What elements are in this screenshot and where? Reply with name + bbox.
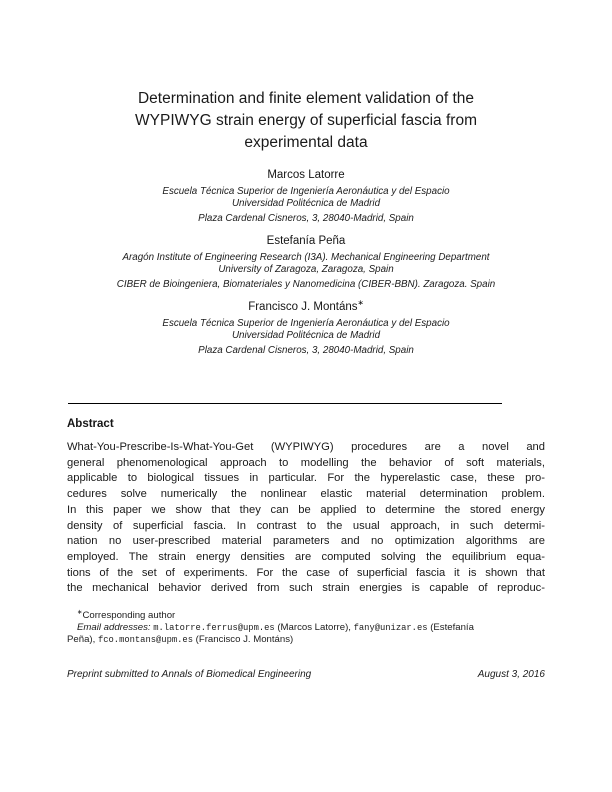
affiliation-line: University of Zaragoza, Zaragoza, Spain xyxy=(218,263,394,275)
abstract-line: general phenomenological approach to modelling the behavior of soft materials, xyxy=(67,456,545,469)
email-owner: (Marcos Latorre), xyxy=(277,621,351,633)
email-owner: Peña), xyxy=(67,634,96,646)
author-name-text: Francisco J. Montáns xyxy=(248,301,358,313)
affiliation-line: Aragón Institute of Engineering Research (I3A). Mechanical Engineering Department xyxy=(122,252,490,263)
abstract-line: In this paper we show that they can be applied to determine the stored energy xyxy=(67,503,545,516)
email-addresses-line xyxy=(67,622,545,635)
email-label: Email addresses: xyxy=(77,621,151,633)
affiliation-line: Universidad Politécnica de Madrid xyxy=(231,329,381,341)
abstract-line: density of superficial fascia. In contrast to the usual approach, in such determi- xyxy=(67,519,545,532)
affiliation-line: Universidad Politécnica de Madrid xyxy=(231,197,381,209)
paper-title-line: WYPIWYG strain energy of superficial fascia from xyxy=(135,112,477,129)
page-footer xyxy=(67,669,545,680)
abstract-divider-rule xyxy=(68,403,502,404)
author-name xyxy=(40,300,572,315)
email-owner: (Francisco J. Montáns) xyxy=(195,634,294,646)
author-name xyxy=(40,168,572,183)
author-marker: ∗ xyxy=(357,298,364,308)
footnote-block xyxy=(67,610,545,647)
affiliation-address: Plaza Cardenal Cisneros, 3, 28040-Madrid, Spain xyxy=(198,212,414,224)
email-addresses-line xyxy=(67,634,545,647)
paper-title-line: Determination and finite element validation of the xyxy=(137,90,475,107)
corresponding-author-note: ∗Corresponding author xyxy=(77,608,176,621)
author-block-montans xyxy=(40,300,572,356)
author-name-text: Marcos Latorre xyxy=(267,169,345,181)
email-owner: (Estefanía xyxy=(430,621,474,633)
abstract-line: cedures solve numerically the nonlinear elastic material determination problem. xyxy=(67,488,545,501)
abstract-line: What-You-Prescribe-Is-What-You-Get (WYPIWYG) procedures are a novel and xyxy=(67,441,545,453)
abstract-line: nation no user-prescribed material parameters and no optimization algorithms are xyxy=(67,535,545,548)
affiliation-line: Escuela Técnica Superior de Ingeniería Aeronáutica y del Espacio xyxy=(162,318,450,329)
abstract-heading: Abstract xyxy=(67,418,114,430)
abstract-line: employed. The strain energy densities are computed solving the equilibrium equa- xyxy=(67,550,545,563)
author-name-text: Estefanía Peña xyxy=(266,235,346,247)
abstract-line: tions of the set of experiments. For the case of superficial fascia it is shown that xyxy=(67,566,545,579)
affiliation-line: Escuela Técnica Superior de Ingeniería Aeronáutica y del Espacio xyxy=(162,186,450,197)
footnote-marker: ∗ xyxy=(77,608,83,616)
paper-title-line: experimental data xyxy=(244,134,368,151)
email-address: m.latorre.ferrus@upm.es xyxy=(153,622,275,633)
author-block-latorre xyxy=(40,168,572,224)
author-block-pena xyxy=(40,234,572,290)
author-name xyxy=(40,234,572,249)
preprint-note: Preprint submitted to Annals of Biomedical Engineering xyxy=(67,669,312,680)
abstract-line: applicable to biological tissues in particular. For the hyperelastic case, these pro- xyxy=(67,472,545,485)
abstract-body xyxy=(67,440,545,597)
abstract-line: the mechanical behavior derived from such strain energies is capable of reproduc- xyxy=(67,582,545,595)
email-address: fany@unizar.es xyxy=(353,622,428,633)
email-address: fco.montans@upm.es xyxy=(97,635,193,646)
paper-title xyxy=(40,88,572,154)
affiliation-address: CIBER de Bioingeniera, Biomateriales y Nanomedicina (CIBER-BBN). Zaragoza. Spain xyxy=(116,278,496,290)
affiliation-address: Plaza Cardenal Cisneros, 3, 28040-Madrid, Spain xyxy=(198,344,414,356)
submission-date: August 3, 2016 xyxy=(477,669,545,680)
